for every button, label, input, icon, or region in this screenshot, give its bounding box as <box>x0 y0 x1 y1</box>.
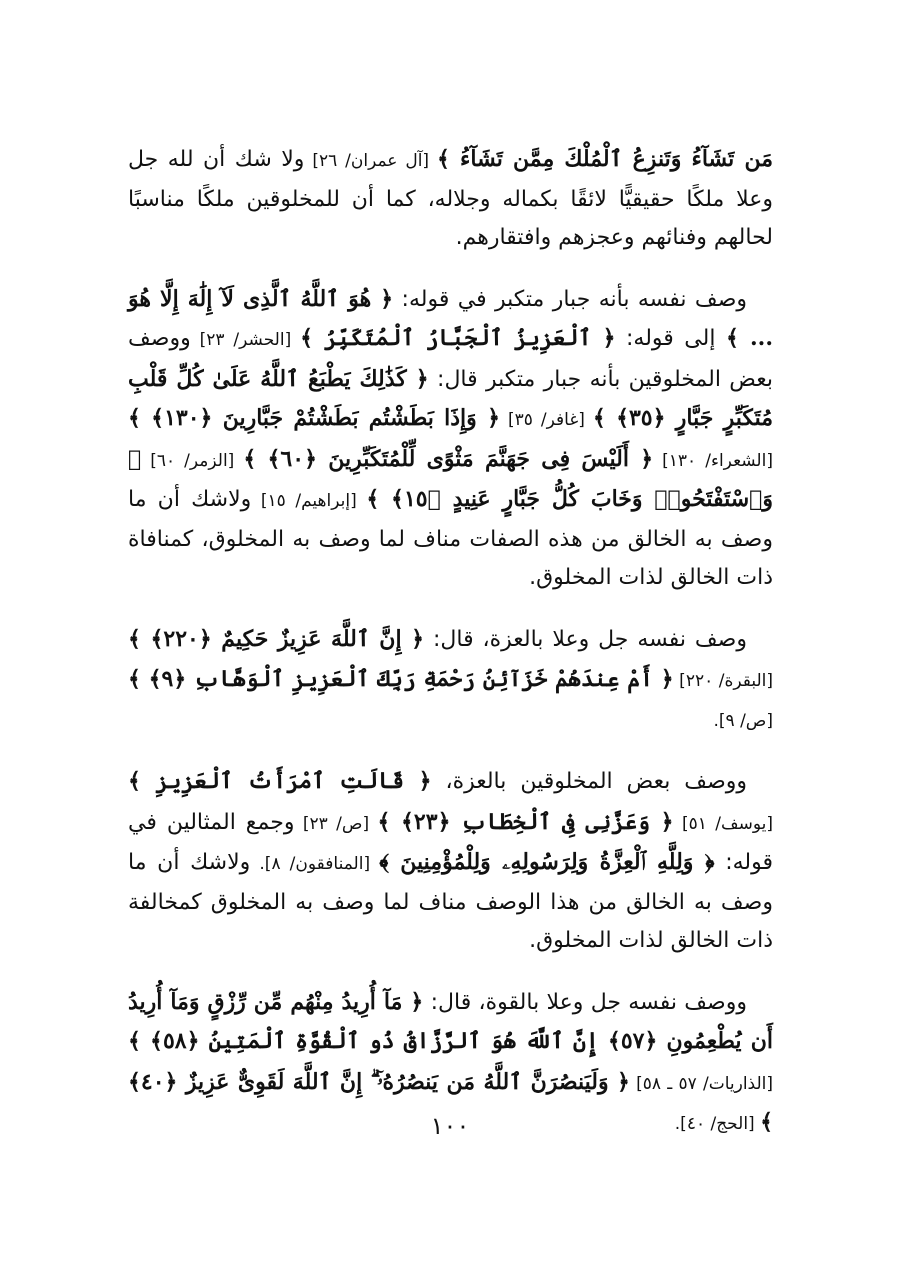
paragraph-izzah-creator <box>128 620 773 741</box>
body-text: ولاشك أن ما وصف به الخالق من هذه الصفات مناف لما وصف به المخلوق، كمنافاة ذات الخالق لذات المخلوق. <box>128 487 773 590</box>
body-text: إلى قوله: <box>615 326 726 351</box>
verse-reference: [يوسف/ ٥١] <box>673 813 773 834</box>
quran-verse: ﴿ أَمْ عِندَهُمْ خَزَآئِنُ رَحْمَةِ رَبِّكَ ٱلْعَزِيزِ ٱلْوَهَّابِ ﴿٩﴾ ﴾ <box>128 666 674 692</box>
quran-verse: ﴿ وَلِلَّهِ ٱلْعِزَّةُ وَلِرَسُولِهِۦ وَلِلْمُؤْمِنِينَ ﴾ <box>379 849 715 875</box>
verse-reference: [الشعراء/ ١٣٠] <box>653 450 773 471</box>
verse-reference: [إبراهيم/ ١٥] <box>251 491 367 511</box>
body-text: ووصف نفسه جل وعلا بالقوة، قال: <box>423 989 747 1015</box>
paragraph-kingship <box>128 140 773 258</box>
quran-verse: ﴿ إِنَّ ٱللَّهَ عَزِيزٌ حَكِيمٌ ﴿٢٢٠﴾ ﴾ <box>128 625 425 652</box>
quran-verse: ﴿ ٱلْعَزِيزُ ٱلْجَبَّارُ ٱلْمُتَكَبِّرُ ﴾ <box>300 325 616 351</box>
body-text: ولاشك أن ما وصف به الخالق من هذا الوصف مناف لما وصف به المخلوق كمخالفة ذات الخالق لذات المخلوق. <box>128 850 773 953</box>
quran-verse: ﴿ وَلَيَنصُرَنَّ ٱللَّهُ مَن يَنصُرُهُۥٓ ۗ إِنَّ ٱللَّهَ لَقَوِىٌّ عَزِيزٌ ﴿٤٠﴾ ﴾ <box>128 1068 773 1135</box>
quran-verse: مَن تَشَآءُ وَتَنزِعُ ٱلْمُلْكَ مِمَّن تَشَآءُ ﴾ <box>436 146 773 172</box>
body-text: ووصف بعض المخلوقين بالعزة، <box>431 769 747 794</box>
verse-reference: [الذاريات/ ٥٧ ـ ٥٨] <box>629 1073 773 1094</box>
verse-reference: [آل عمران/ ٢٦] <box>304 151 437 171</box>
verse-reference: [البقرة/ ٢٢٠] <box>673 671 773 691</box>
body-text: وصف نفسه جل وعلا بالعزة، قال: <box>424 626 747 652</box>
body-text: ووصف بعض المخلوقين بأنه جبار متكبر قال: <box>128 326 773 392</box>
quran-verse: ﴿ وَٱسْتَفْتَحُوا۟ وَخَابَ كُلُّ جَبَّارٍ عَنِيدٍ ﴿١٥﴾ ﴾ <box>128 445 773 512</box>
quran-verse: ﴿ مَآ أُرِيدُ مِنْهُم مِّن رِّزْقٍ وَمَآ أُرِيدُ أَن يُطْعِمُونِ ﴿٥٧﴾ إِنَّ ٱللَّهَ هُوَ ٱلرَّزَّاقُ ذُو ٱلْقُوَّةِ ٱلْمَتِينُ ﴿٥٨﴾ ﴾ <box>128 988 773 1054</box>
body-text: وصف نفسه بأنه جبار متكبر في قوله: <box>393 286 747 312</box>
verse-reference: [الزمر/ ٦٠] <box>141 450 244 471</box>
paragraph-izzah-created <box>128 762 773 961</box>
verse-reference: [ص/ ٢٣] <box>294 813 378 834</box>
quran-verse: ﴿ هُوَ ٱللَّهُ ٱلَّذِى لَآ إِلَٰهَ إِلَّا هُوَ ... ﴾ <box>128 285 773 351</box>
quran-verse: ﴿ كَذَٰلِكَ يَطْبَعُ ٱللَّهُ عَلَىٰ كُلِّ قَلْبِ مُتَكَبِّرٍ جَبَّارٍ ﴿٣٥﴾ ﴾ <box>128 365 773 431</box>
quran-verse: ﴿ وَعَزَّنِى فِى ٱلْخِطَابِ ﴿٢٣﴾ ﴾ <box>377 808 674 835</box>
body-text: وجمع المثالين في قوله: <box>128 809 773 875</box>
body-text: ولا شك أن لله جل وعلا ملكًا حقيقيًّا لائقًا بكماله وجلاله، كما أن للمخلوقين ملكًا مناسبًا لحالهم وفنائهم وعجزهم وافتقارهم. <box>128 147 773 250</box>
page-body <box>128 140 773 1166</box>
quran-verse: ﴿ أَلَيْسَ فِى جَهَنَّمَ مَثْوًى لِّلْمُتَكَبِّرِينَ ﴿٦٠﴾ ﴾ <box>243 445 654 472</box>
verse-reference: [غافر/ ٣٥] <box>499 410 593 430</box>
verse-reference: [المنافقون/ ٨]. <box>250 854 380 874</box>
quran-verse: ﴿ وَإِذَا بَطَشْتُم بَطَشْتُمْ جَبَّارِينَ ﴿١٣٠﴾ ﴾ <box>128 405 500 431</box>
paragraph-jabbar-mutakabbir <box>128 280 773 598</box>
verse-reference: [الحشر/ ٢٣] <box>190 330 301 350</box>
page-number: ١٠٠ <box>430 1112 470 1140</box>
quran-verse: ﴿ قَالَتِ ٱمْرَأَتُ ٱلْعَزِيزِ ﴾ <box>128 768 432 794</box>
verse-reference: [الحج/ ٤٠]. <box>674 1114 761 1134</box>
verse-reference: [ص/ ٩]. <box>713 710 773 731</box>
